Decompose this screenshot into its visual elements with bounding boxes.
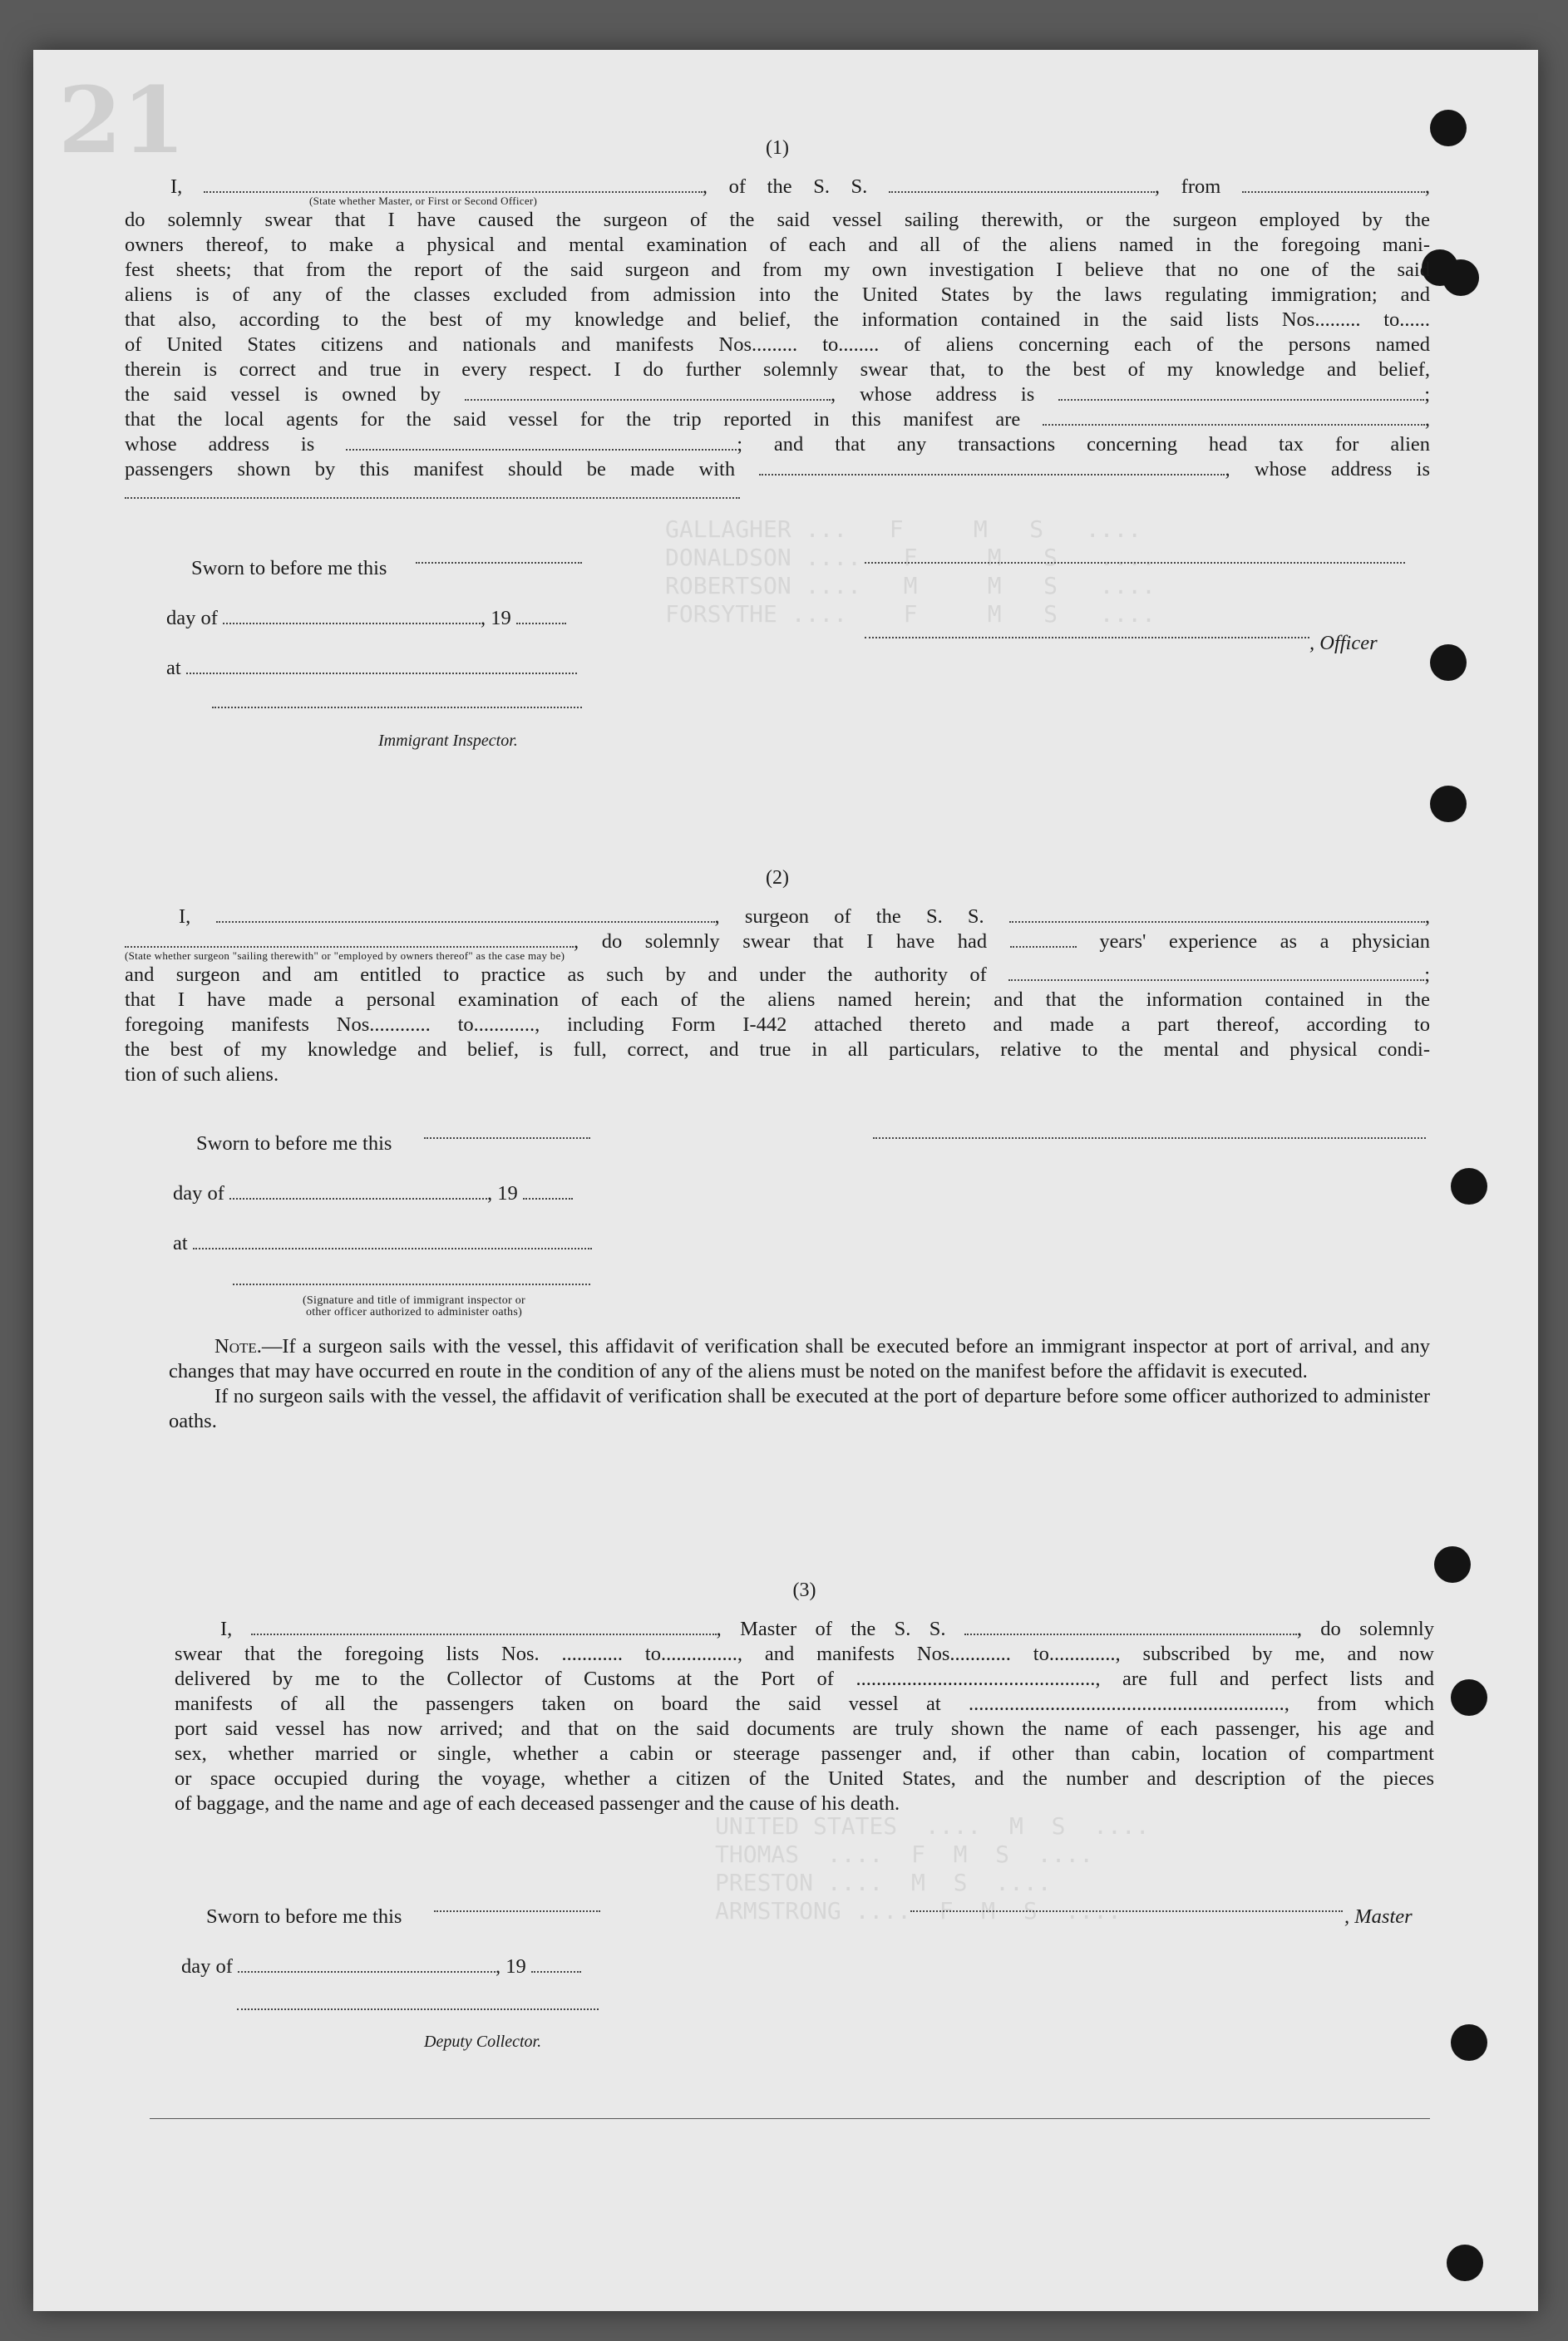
oath-line: of United States citizens and nationals and manifests Nos......... to........ of aliens concerning each of the persons named [125, 333, 1430, 356]
oath-line: of baggage, and the name and age of each deceased passenger and the cause of his death. [175, 1792, 900, 1815]
section-number: (1) [766, 137, 789, 159]
day-of-label: day of , 19 [166, 607, 566, 630]
oath-line: delivered by me to the Collector of Customs at the Port of ..............................................., are full and perfect lists and [175, 1668, 1434, 1690]
surgeon-caption: (State whether surgeon "sailing therewith" or "employed by owners thereof" as the case may be) [125, 949, 565, 962]
affidavit-section-1 [125, 137, 1430, 500]
oath-line: aliens is of any of the classes excluded from admission into the United States by the laws regulating immigration; and [125, 283, 1430, 306]
oath-line: therein is correct and true in every respect. I do further solemnly swear that, to the best of my knowledge and belief, [125, 358, 1430, 381]
head-tax-line: passengers shown by this manifest should be made with , whose address is [125, 458, 1431, 481]
oath-line: manifests of all the passengers taken on board the said vessel at .............................................................., from which [175, 1693, 1434, 1715]
sworn-label: Sworn to before me this [206, 1905, 402, 1928]
signature-caption: (Signature and title of immigrant inspector or other officer authorized to administer oaths) [302, 1294, 526, 1318]
master-line: I, , Master of the S. S. , do solemnly [220, 1618, 1434, 1640]
officer-label: , Officer [1309, 632, 1378, 654]
punch-hole [1434, 1546, 1471, 1583]
surgeon-line: I, , surgeon of the S. S. , [179, 905, 1431, 928]
at-label: at [173, 1232, 592, 1255]
section-number: (2) [766, 867, 789, 889]
officer-line: I, , of the S. S. , from , [170, 175, 1431, 198]
day-of-label: day of , 19 [173, 1182, 573, 1205]
day-of-label: day of , 19 [181, 1955, 581, 1979]
affidavit-section-3 [175, 1580, 1434, 1816]
oath-line: the best of my knowledge and belief, is full, correct, and true in all particulars, relative to the mental and physical condi- [125, 1038, 1430, 1061]
affidavit-section-2 [125, 867, 1430, 1087]
at-label: at [166, 657, 577, 680]
punch-hole [1451, 1168, 1487, 1205]
experience-line: , do solemnly swear that I have had years' experience as a physician [125, 929, 1430, 954]
surgeon-signature-line [873, 1137, 1426, 1139]
note-paragraph: Note.—If a surgeon sails with the vessel, this affidavit of verification shall be executed before an immigrant inspector at port of arrival, and any changes that may have occurred en route in the condition of any of the aliens must be noted on the manifest before the affidavit is executed. [169, 1335, 1430, 1382]
deputy-label: Deputy Collector. [424, 2033, 542, 2051]
bleed-through-text: GALLAGHER ... F M S .... DONALDSON .... F M S .... ROBERTSON .... M M S .... FORSYTHE .... F M S .... [665, 515, 1156, 628]
authority-line: and surgeon and am entitled to practice as such by and under the authority of ; [125, 964, 1431, 986]
punch-hole [1447, 2245, 1483, 2281]
sworn-label: Sworn to before me this [191, 557, 387, 579]
deputy-signature-line [237, 2008, 599, 2010]
punch-hole [1430, 110, 1467, 146]
punch-hole [1451, 2024, 1487, 2061]
sworn-label: Sworn to before me this [196, 1132, 392, 1155]
oath-line: swear that the foregoing lists Nos. ............ to..............., and manifests Nos............ to............., subscribed by me, and now [175, 1643, 1434, 1665]
oath-line: sex, whether married or single, whether a cabin or steerage passenger and, if other than cabin, location of compartment [175, 1742, 1434, 1765]
oath-line: owners thereof, to make a physical and mental examination of each and all of the aliens named in the foregoing mani- [125, 234, 1430, 256]
document-page [33, 50, 1538, 2311]
oath-line: fest sheets; that from the report of the said surgeon and from my own investigation I believe that no one of the said [125, 259, 1430, 281]
oath-line: that I have made a personal examination of each of the aliens named herein; and that the information contained in the [125, 988, 1430, 1011]
inspector-signature-line [212, 707, 582, 708]
punch-hole [1442, 259, 1479, 296]
punch-hole [1430, 786, 1467, 822]
punch-hole [1430, 644, 1467, 681]
officer-signature-line [865, 637, 1309, 638]
officer-caption: (State whether Master, or First or Second Officer) [309, 195, 538, 207]
section-number: (3) [792, 1580, 816, 1601]
agents-line: that the local agents for the said vessel for the trip reported in this manifest are , [125, 408, 1431, 431]
agents-address-line: whose address is ; and that any transactions concerning head tax for alien [125, 433, 1430, 456]
owner-line: the said vessel is owned by , whose address is ; [125, 383, 1430, 406]
bleed-through-text-2: UNITED STATES .... M S .... THOMAS .... F M S .... PRESTON .... M S .... ARMSTRONG .... F M S .... [715, 1812, 1150, 1925]
bottom-rule [150, 2118, 1430, 2119]
oath-line: tion of such aliens. [125, 1063, 279, 1086]
signature-line [865, 562, 1405, 564]
inspector-label: Immigrant Inspector. [378, 732, 518, 750]
inspector-signature-line [233, 1284, 590, 1285]
punch-hole [1451, 1679, 1487, 1716]
oath-line: that also, according to the best of my knowledge and belief, the information contained in the said lists Nos......... to...... [125, 308, 1430, 331]
note-block [169, 1334, 1430, 1434]
master-signature-line [910, 1910, 1343, 1912]
note-paragraph-2: If no surgeon sails with the vessel, the affidavit of verification shall be executed at the port of departure before some officer authorized to administer oaths. [169, 1385, 1430, 1432]
oath-line: foregoing manifests Nos............ to............, including Form I-442 attached thereto and made a part thereof, according to [125, 1013, 1430, 1036]
oath-line: do solemnly swear that I have caused the surgeon of the said vessel sailing therewith, or the surgeon employed by the [125, 209, 1430, 231]
oath-line: or space occupied during the voyage, whether a citizen of the United States, and the number and description of the pieces [175, 1767, 1434, 1790]
oath-line: port said vessel has now arrived; and that on the said documents are truly shown the name of each passenger, his age and [175, 1718, 1434, 1740]
page-number: 21 [58, 67, 186, 174]
master-label: , Master [1344, 1905, 1413, 1928]
